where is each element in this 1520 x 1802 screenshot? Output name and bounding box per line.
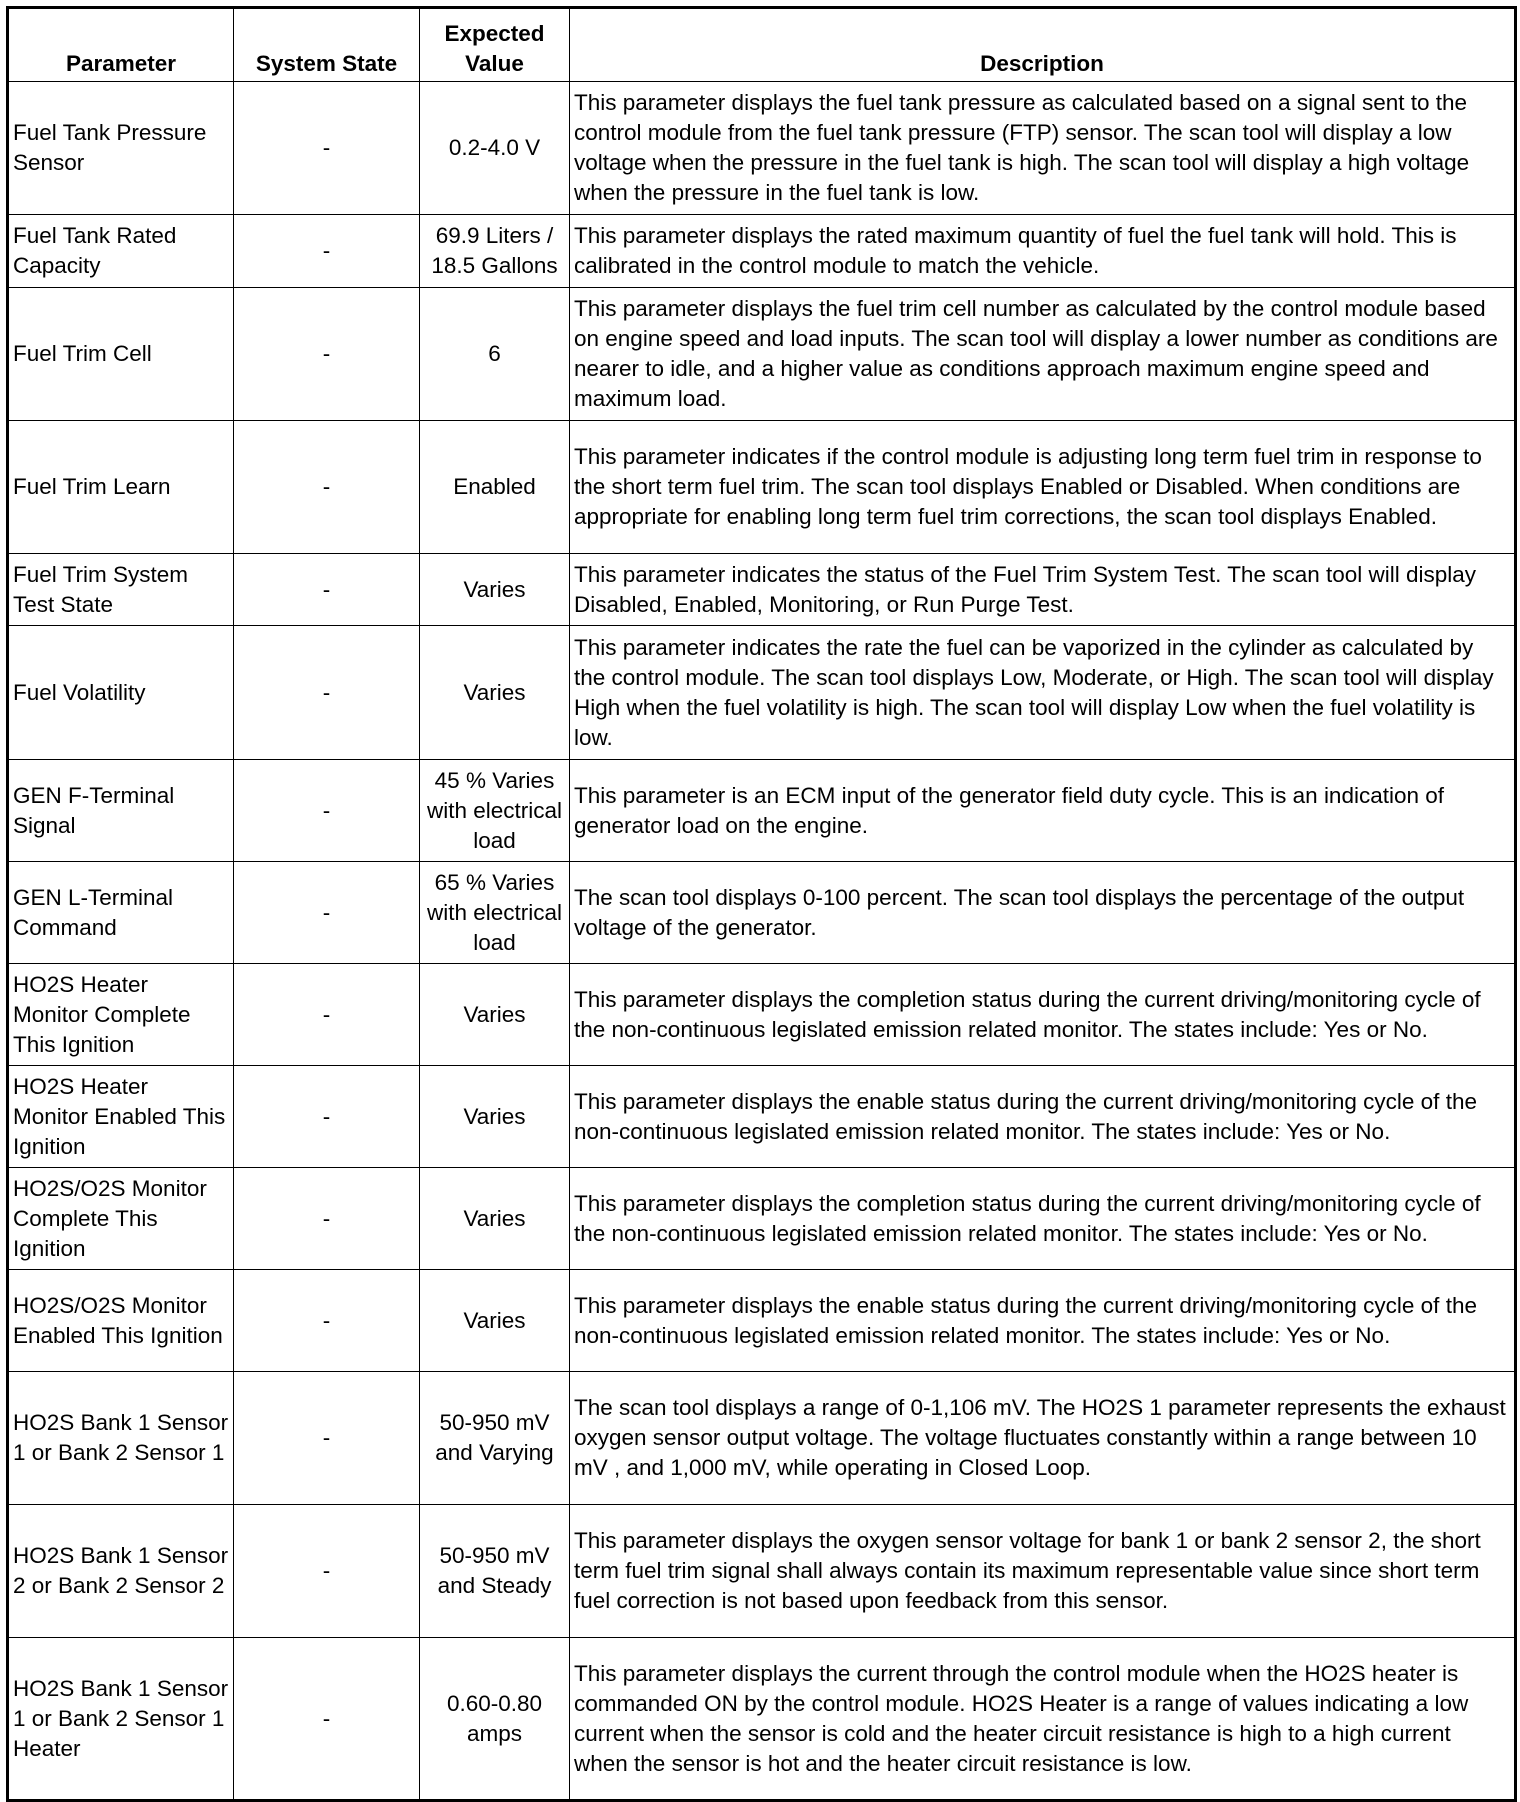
cell-system-state: - [234, 1372, 420, 1505]
cell-system-state: - [234, 1505, 420, 1638]
cell-parameter: GEN F-Terminal Signal [8, 760, 234, 862]
header-expected-value: Expected Value [420, 8, 570, 82]
cell-system-state: - [234, 862, 420, 964]
table-row [8, 1372, 1516, 1505]
table-row [8, 964, 1516, 1066]
cell-description: This parameter displays the current through the control module when the HO2S heater is commanded ON by the control module. HO2S Heater is a range of values indicating a low current when the sensor is cold and the heater circuit resistance is high to a high current when the sensor is hot and the heater circuit resistance is low. [570, 1638, 1516, 1801]
cell-parameter: Fuel Trim Cell [8, 288, 234, 421]
cell-description: This parameter displays the rated maximum quantity of fuel the fuel tank will hold. This is calibrated in the control module to match the vehicle. [570, 215, 1516, 288]
cell-description: This parameter displays the enable status during the current driving/monitoring cycle of the non-continuous legislated emission related monitor. The states include: Yes or No. [570, 1066, 1516, 1168]
cell-system-state: - [234, 760, 420, 862]
table-row [8, 288, 1516, 421]
table-row [8, 862, 1516, 964]
table-row [8, 760, 1516, 862]
cell-system-state: - [234, 1168, 420, 1270]
cell-expected-value: 0.60-0.80 amps [420, 1638, 570, 1801]
cell-description: This parameter indicates the rate the fuel can be vaporized in the cylinder as calculated by the control module. The scan tool displays Low, Moderate, or High. The scan tool will display High when the fuel volatility is high. The scan tool will display Low when the fuel volatility is low. [570, 626, 1516, 760]
cell-parameter: GEN L-Terminal Command [8, 862, 234, 964]
parameter-table-sheet [6, 6, 1517, 1802]
cell-system-state: - [234, 1270, 420, 1372]
cell-expected-value: Enabled [420, 421, 570, 554]
header-description: Description [570, 8, 1516, 82]
cell-description: This parameter displays the fuel tank pressure as calculated based on a signal sent to the control module from the fuel tank pressure (FTP) sensor. The scan tool will display a low voltage when the pressure in the fuel tank is high. The scan tool will display a high voltage when the pressure in the fuel tank is low. [570, 82, 1516, 215]
table-header-row [8, 8, 1516, 82]
table-row [8, 1270, 1516, 1372]
cell-parameter: Fuel Tank Pressure Sensor [8, 82, 234, 215]
cell-parameter: HO2S Bank 1 Sensor 1 or Bank 2 Sensor 1 [8, 1372, 234, 1505]
cell-system-state: - [234, 288, 420, 421]
cell-expected-value: Varies [420, 1168, 570, 1270]
cell-expected-value: Varies [420, 1270, 570, 1372]
cell-description: This parameter is an ECM input of the generator field duty cycle. This is an indication of generator load on the engine. [570, 760, 1516, 862]
cell-parameter: Fuel Volatility [8, 626, 234, 760]
table-row [8, 82, 1516, 215]
cell-description: This parameter indicates the status of the Fuel Trim System Test. The scan tool will display Disabled, Enabled, Monitoring, or Run Purge Test. [570, 554, 1516, 626]
header-system-state: System State [234, 8, 420, 82]
table-row [8, 421, 1516, 554]
cell-system-state: - [234, 626, 420, 760]
cell-description: This parameter displays the completion status during the current driving/monitoring cycle of the non-continuous legislated emission related monitor. The states include: Yes or No. [570, 964, 1516, 1066]
cell-expected-value: 45 % Varies with electrical load [420, 760, 570, 862]
table-row [8, 1168, 1516, 1270]
cell-expected-value: 69.9 Liters / 18.5 Gallons [420, 215, 570, 288]
cell-description: This parameter displays the fuel trim cell number as calculated by the control module based on engine speed and load inputs. The scan tool will display a lower number as conditions are nearer to idle, and a higher value as conditions approach maximum engine speed and maximum load. [570, 288, 1516, 421]
cell-system-state: - [234, 554, 420, 626]
cell-parameter: Fuel Trim System Test State [8, 554, 234, 626]
table-row [8, 626, 1516, 760]
cell-expected-value: 0.2-4.0 V [420, 82, 570, 215]
cell-parameter: HO2S/O2S Monitor Complete This Ignition [8, 1168, 234, 1270]
cell-description: This parameter indicates if the control module is adjusting long term fuel trim in response to the short term fuel trim. The scan tool displays Enabled or Disabled. When conditions are appropriate for enabling long term fuel trim corrections, the scan tool displays Enabled. [570, 421, 1516, 554]
cell-expected-value: 50-950 mV and Steady [420, 1505, 570, 1638]
cell-expected-value: Varies [420, 964, 570, 1066]
cell-system-state: - [234, 1638, 420, 1801]
cell-expected-value: 65 % Varies with electrical load [420, 862, 570, 964]
cell-parameter: Fuel Trim Learn [8, 421, 234, 554]
table-row [8, 215, 1516, 288]
cell-expected-value: Varies [420, 626, 570, 760]
cell-parameter: HO2S/O2S Monitor Enabled This Ignition [8, 1270, 234, 1372]
cell-system-state: - [234, 1066, 420, 1168]
parameter-table [6, 6, 1517, 1802]
cell-parameter: HO2S Bank 1 Sensor 2 or Bank 2 Sensor 2 [8, 1505, 234, 1638]
cell-description: This parameter displays the enable status during the current driving/monitoring cycle of the non-continuous legislated emission related monitor. The states include: Yes or No. [570, 1270, 1516, 1372]
cell-expected-value: 50-950 mV and Varying [420, 1372, 570, 1505]
cell-description: The scan tool displays 0-100 percent. The scan tool displays the percentage of the output voltage of the generator. [570, 862, 1516, 964]
table-body [8, 82, 1516, 1801]
cell-system-state: - [234, 215, 420, 288]
cell-expected-value: Varies [420, 554, 570, 626]
table-row [8, 1505, 1516, 1638]
table-row [8, 554, 1516, 626]
cell-expected-value: Varies [420, 1066, 570, 1168]
cell-description: This parameter displays the completion status during the current driving/monitoring cycle of the non-continuous legislated emission related monitor. The states include: Yes or No. [570, 1168, 1516, 1270]
cell-parameter: Fuel Tank Rated Capacity [8, 215, 234, 288]
cell-system-state: - [234, 82, 420, 215]
cell-parameter: HO2S Heater Monitor Enabled This Ignition [8, 1066, 234, 1168]
table-row [8, 1066, 1516, 1168]
cell-parameter: HO2S Bank 1 Sensor 1 or Bank 2 Sensor 1 Heater [8, 1638, 234, 1801]
cell-system-state: - [234, 964, 420, 1066]
table-row [8, 1638, 1516, 1801]
cell-expected-value: 6 [420, 288, 570, 421]
cell-description: This parameter displays the oxygen sensor voltage for bank 1 or bank 2 sensor 2, the short term fuel trim signal shall always contain its maximum representable value since short term fuel correction is not based upon feedback from this sensor. [570, 1505, 1516, 1638]
header-parameter: Parameter [8, 8, 234, 82]
cell-system-state: - [234, 421, 420, 554]
cell-parameter: HO2S Heater Monitor Complete This Ignition [8, 964, 234, 1066]
cell-description: The scan tool displays a range of 0-1,106 mV. The HO2S 1 parameter represents the exhaust oxygen sensor output voltage. The voltage fluctuates constantly within a range between 10 mV , and 1,000 mV, while operating in Closed Loop. [570, 1372, 1516, 1505]
